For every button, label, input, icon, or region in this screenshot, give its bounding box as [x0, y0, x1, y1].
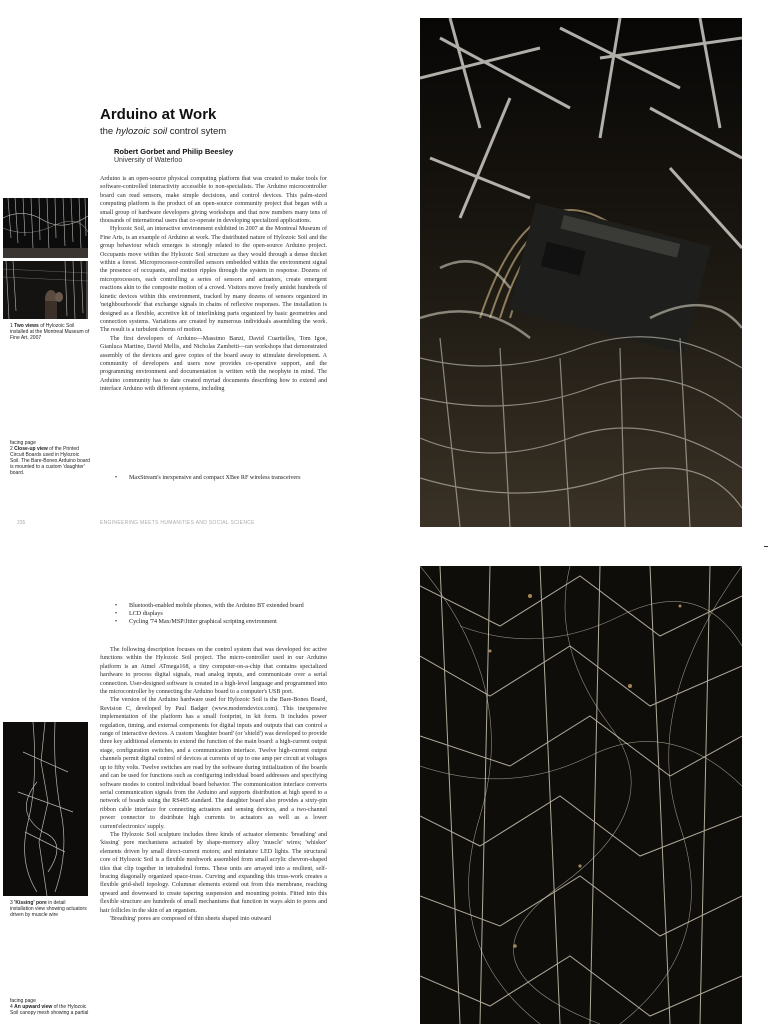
caption-text: in detail installation view showing actuators driven by muscle wire — [10, 900, 87, 918]
caption-bold: Close-up view — [14, 446, 48, 452]
kissing-pore-thumbnail — [3, 722, 88, 896]
caption-text: of the Printed Circuit Boards used in Hylozoic Soil. The Bare-Bones Arduino board is mounted to a custom 'daughter' board. — [10, 446, 90, 476]
caption-text: of the Hylozoic Soil canopy mesh showing a partial — [10, 1004, 89, 1016]
list-item: • Cycling '74 Max/MSP/Jitter graphical scripting environment — [100, 618, 327, 626]
paragraph: Hylozoic Soil, an interactive environment exhibited in 2007 at the Montreal Museum of Fine Arts, is an example of Arduino at work. The distributed nature of Hylozoic Soil and the group behaviour which emerges is strongly related to the open-source Arduino project. Occupants move within the Hylozoic Soil structure as they would through a dense thicket within a forest. Microprocessor-controlled sensors embedded within the environment signal the presence of occupants, and motion ripples through the system in response. Dozens of microprocessors, each controlling a series of sensors and actuators, create emergent reactions akin to the composite motion of a crowd. Visitors move freely amidst hundreds of kinetic devices within this environment, tracked by many dozens of sensors organized in 'neighbourhoods' that exchange signals in chains of reflexive responses. The installation is designed as a flexible, accretive kit of interlinking parts organized by basic geometries and connection systems. Variations are created by numerous individuals assembling the work. The result is a turbulent chorus of motion. — [100, 226, 327, 334]
caption-prefix: facing page — [10, 440, 36, 446]
caption-number: 2 — [10, 446, 13, 452]
page2-bullet-list — [100, 602, 327, 626]
article-subtitle — [100, 126, 226, 137]
running-footer: ENGINEERING MEETS HUMANITIES AND SOCIAL SCIENCE — [100, 520, 255, 526]
figure-caption-1 — [10, 323, 90, 341]
crop-mark — [764, 546, 768, 547]
figure-caption-2 — [10, 440, 90, 476]
paragraph: 'Breathing' pores are composed of thin sheets shaped into outward — [110, 916, 272, 922]
caption-number: 3 — [10, 900, 13, 906]
circuit-board-closeup-photo — [420, 18, 742, 527]
installation-thumbnail-2 — [3, 261, 88, 319]
paragraph: The version of the Arduino hardware used for Hylozoic Soil is the Bare-Bones Board, Revision C, developed by Paul Badger (www.moderndevice.com). This inexpensive implementation of the platform has a small footprint, in kit form. It includes power regulation, timing, and external components for digital inputs and outputs that can control a range of interactive devices. A custom 'daughter board' (or 'shield') was developed to provide three key additional elements to extend the function of the main board: a high-current output stage, configuration switches, and a communication interface. Twelve high-current output channels permit digital control of devices at currents of up to one amp per circuit at voltages up to fifty volts. Twelve switches are read by the software during initialization of the boards and can be used for functions such as configuring individual board addresses and specifying software modes to control individual board behavior. The communication interface converts serial communication signals from the Arduino and supports distribution at high speed to a network of boards using the RS485 standard. The daughter board also provides a sixty-pin ribbon cable interface for connecting actuators and sensing devices, and a two-channel power connector to distribute high currents to actuators as well as a lower current'electronics' supply. — [100, 697, 327, 830]
authors: Robert Gorbet and Philip Beesley — [114, 147, 234, 156]
paragraph: The Hylozoic Soil sculpture includes three kinds of actuator elements: 'breathing' and 'kissing' pore mechanisms actuated by shape-memory alloy 'muscle' wires; 'whisker' elements driven by small direct-current motors; and miniature LED lights. The structural core of Hylozoic Soil is a flexible meshwork assembled from small acrylic chevron-shaped tiles that clip together in tetrahedral forms. These units are arrayed into a resilient, self-bracing diagonally organized space-truss. Curving and expanding this truss-work creates a flexible grid-shell topology. Columnar elements extend out from this membrane, reaching upward and downward to create tapering suspension and mounting points. Fitted into this flexible structure are hundreds of small mechanisms that function in ways akin to pores and hair follicles in the skin of an organism. — [100, 831, 327, 914]
paragraph: The first developers of Arduino—Massimo Banzi, David Cuartielles, Tom Igoe, Gianluca Martino, David Mellis, and Nicholas Zambetti—ran workshops that demonstrated assembly of the devices and gave copies of the board away to stimulate development. A community of developers and users now provides co-operative support, and the programming environment and documentation is written with the neophyte in mind. The Arduino community has to date created myriad documents describing how to extend and interface Arduino with different systems, including — [100, 335, 327, 393]
subtitle-post: control sytem — [167, 126, 227, 137]
page1-body — [100, 175, 327, 394]
subtitle-em: hylozoic soil — [115, 126, 168, 137]
caption-bold: An upward view — [14, 1004, 53, 1010]
caption-bold: 'Kissing' pore — [14, 900, 47, 906]
list-item: • MaxStream's inexpensive and compact XBee RF wireless transceivers — [100, 474, 327, 482]
figure-caption-3 — [10, 900, 90, 918]
paragraph: The following description focuses on the control system that was developed for active functions within the Hylozoic Soil project. The micro-controller used in our Arduino platform is an Atmel ATmega168, a tiny computer-on-a-chip that contains specialized hardware to process digital signals, read analog inputs, and communicate over a serial connection. User-designed software is created in a high-level language and programmed into the microcontroller by connecting the Arduino board to a computer's USB port. — [100, 647, 327, 696]
subtitle-pre: the — [100, 126, 116, 137]
caption-bold: Two views — [14, 323, 39, 329]
page1-bullet-list — [100, 474, 327, 482]
installation-thumbnail-1 — [3, 198, 88, 258]
page-number: 235 — [17, 520, 26, 526]
caption-number: 4 — [10, 1004, 13, 1010]
affiliation: University of Waterloo — [114, 157, 183, 164]
caption-number: 1 — [10, 323, 13, 329]
caption-prefix: facing page — [10, 998, 36, 1004]
list-item: • LCD displays — [100, 610, 327, 618]
caption-text: of Hylozoic Soil installed at the Montreal Museum of Fine Art, 2007 — [10, 323, 90, 341]
page2-body — [100, 646, 327, 923]
article-title: Arduino at Work — [100, 106, 217, 123]
paragraph: Arduino is an open-source physical computing platform that was created to make tools for software-controlled interactivity accessible to non-specialists. The Arduino microcontroller board can read sensors, make simple decisions, and control devices. This palm-sized computing platform is the product of an open-source community project that began with a small group of hardware developers giving workshops and that now numbers many tens of thousands of international users that co-operate in developing specialized applications. — [100, 176, 327, 225]
canopy-mesh-photo — [420, 566, 742, 1024]
figure-caption-4 — [10, 998, 90, 1016]
list-item: • Bluetooth-enabled mobile phones, with the Arduino BT extended board — [100, 602, 327, 610]
